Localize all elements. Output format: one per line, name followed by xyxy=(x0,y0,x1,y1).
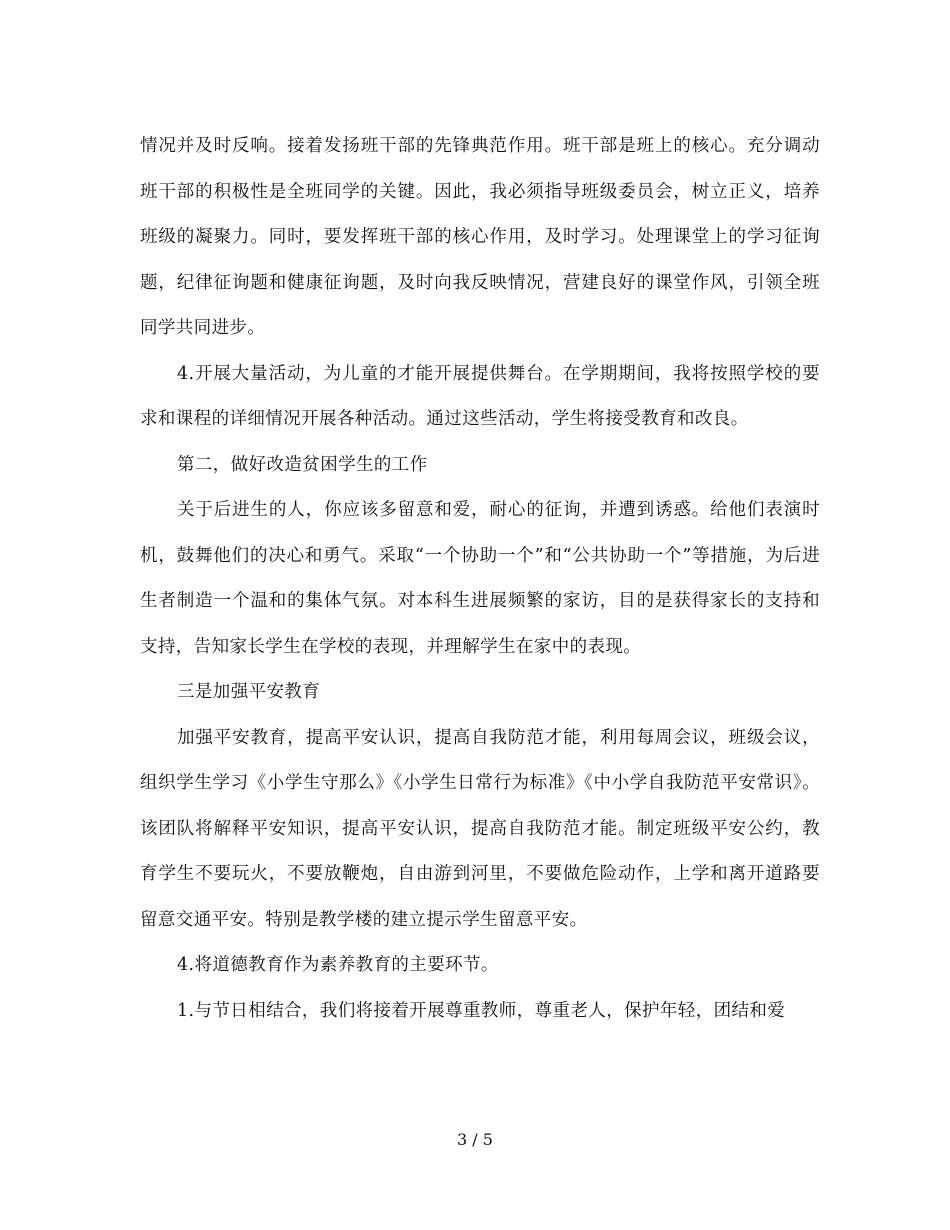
paragraph-7: 4.将道德教育作为素养教育的主要环节。 xyxy=(177,955,499,975)
paragraph-2: 4.开展大量活动，为儿童的才能开展提供舞台。在学期期间，我将按照学校的要求和课程的详细情况开展各种活动。通过这些活动，学生将接受教育和改良。 xyxy=(140,363,820,429)
paragraph-6: 加强平安教育，提高平安认识，提高自我防范才能，利用每周会议，班级会议，组织学生学习《小学生守那么》《小学生日常行为标准》《中小学自我防范平安常识》。该团队将解释平安知识，提高平安认识，提高自我防范才能。制定班级平安公约，教育学生不要玩火，不要放鞭炮，自由游到河里，不要做危险动作，上学和离开道路要留意交通平安。特别是教学楼的建立提示学生留意平安。 xyxy=(140,727,820,930)
paragraph-5-heading: 三是加强平安教育 xyxy=(177,682,321,702)
paragraph-3-heading: 第二，做好改造贫困学生的工作 xyxy=(177,454,428,475)
paragraph-4: 关于后进生的人，你应该多留意和爱，耐心的征询，并遭到诱惑。给他们表演时机，鼓舞他们的决心和勇气。采取“一个协助一个”和“公共协助一个”等措施，为后进生者制造一个温和的集体气氛。对本科生进展频繁的家访，目的是获得家长的支持和支持，告知家长学生在学校的表现，并理解学生在家中的表现。 xyxy=(140,500,820,657)
paragraph-8: 1.与节日相结合，我们将接着开展尊重教师，尊重老人，保护年轻，团结和爱 xyxy=(177,1000,786,1021)
page-number: 3 / 5 xyxy=(457,1130,493,1149)
paragraph-1: 情况并及时反响。接着发扬班干部的先锋典范作用。班干部是班上的核心。充分调动班干部的积极性是全班同学的关键。因此，我必须指导班级委员会，树立正义，培养班级的凝聚力。同时，要发挥班干部的核心作用，及时学习。处理课堂上的学习征询题，纪律征询题和健康征询题，及时向我反映情况，营建良好的课堂作风，引领全班同学共同进步。 xyxy=(140,136,820,338)
document-body xyxy=(140,124,820,1034)
